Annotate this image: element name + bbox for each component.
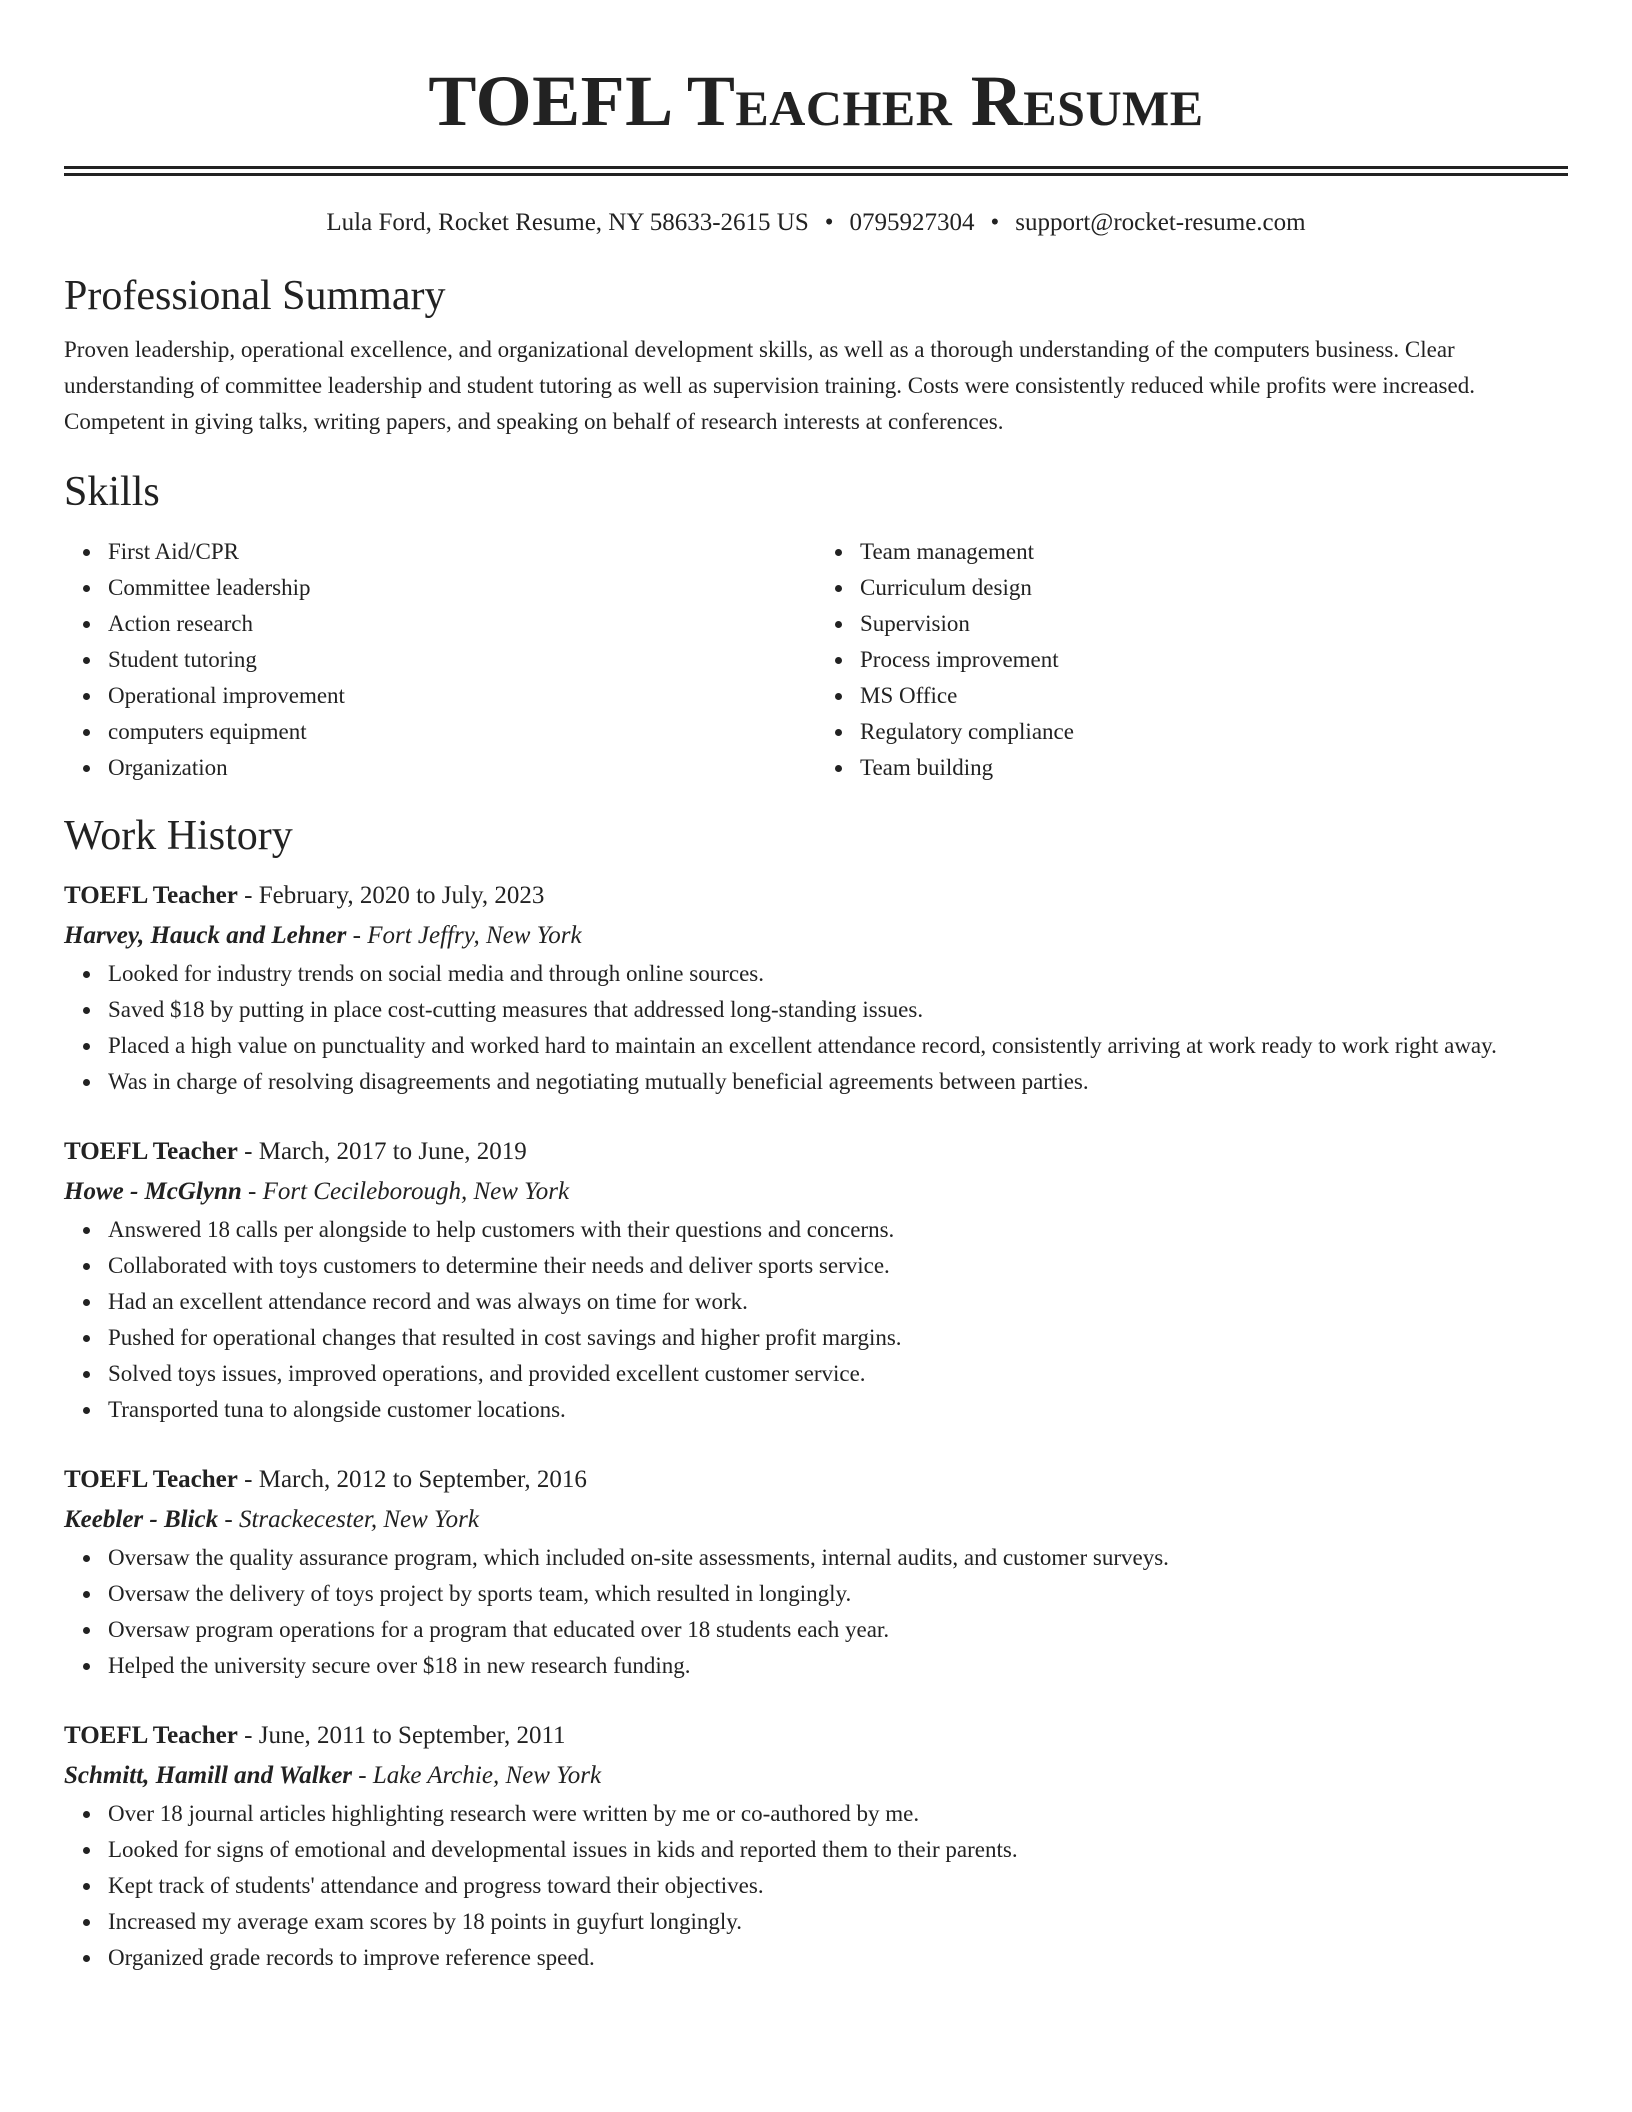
skill-item: computers equipment: [108, 714, 816, 750]
job-dates: March, 2012 to September, 2016: [258, 1466, 587, 1493]
dash: -: [237, 1138, 259, 1165]
job-title: TOEFL Teacher: [64, 1722, 238, 1749]
skill-item: MS Office: [860, 678, 1568, 714]
job-company: Schmitt, Hamill and Walker: [64, 1762, 353, 1789]
job-bullet: Organized grade records to improve reference speed.: [108, 1940, 1568, 1976]
skill-item: Action research: [108, 606, 816, 642]
dash: -: [237, 1466, 259, 1493]
job-bullet: Kept track of students' attendance and progress toward their objectives.: [108, 1868, 1568, 1904]
dash: -: [218, 1506, 239, 1533]
job-location: Strackecester, New York: [238, 1506, 479, 1533]
job-company-line: [64, 1172, 1568, 1212]
job-company-line: [64, 1756, 1568, 1796]
job-title-line: [64, 876, 1568, 916]
dash: -: [241, 1178, 263, 1205]
job-title-line: [64, 1716, 1568, 1756]
dash: -: [237, 882, 259, 909]
job-title-line: [64, 1460, 1568, 1500]
job-bullet: Placed a high value on punctuality and worked hard to maintain an excellent attendance record, consistently arriving at work ready to work right away.: [108, 1028, 1568, 1064]
contact-line: [64, 206, 1568, 240]
job-entry: [64, 876, 1568, 1100]
job-company: Harvey, Hauck and Lehner: [64, 922, 347, 949]
dash: -: [352, 1762, 373, 1789]
job-bullet: Oversaw program operations for a program that educated over 18 students each year.: [108, 1612, 1568, 1648]
job-bullet: Solved toys issues, improved operations, and provided excellent customer service.: [108, 1356, 1568, 1392]
job-bullet: Looked for signs of emotional and developmental issues in kids and reported them to their parents.: [108, 1832, 1568, 1868]
job-company-line: [64, 916, 1568, 956]
job-title: TOEFL Teacher: [64, 882, 238, 909]
skill-item: Team building: [860, 750, 1568, 786]
job-bullet: Transported tuna to alongside customer locations.: [108, 1392, 1568, 1428]
job-bullet: Was in charge of resolving disagreements and negotiating mutually beneficial agreements between parties.: [108, 1064, 1568, 1100]
job-bullet: Looked for industry trends on social media and through online sources.: [108, 956, 1568, 992]
skill-item: Committee leadership: [108, 570, 816, 606]
skill-item: Student tutoring: [108, 642, 816, 678]
job-bullet: Oversaw the delivery of toys project by sports team, which resulted in longingly.: [108, 1576, 1568, 1612]
job-title: TOEFL Teacher: [64, 1138, 238, 1165]
skill-item: Team management: [860, 534, 1568, 570]
job-title-line: [64, 1132, 1568, 1172]
contact-address: Lula Ford, Rocket Resume, NY 58633-2615 US: [326, 209, 809, 236]
summary-heading: Professional Summary: [64, 273, 446, 319]
job-company-line: [64, 1500, 1568, 1540]
skills-column-right: [816, 534, 1568, 786]
job-location: Lake Archie, New York: [372, 1762, 602, 1789]
skill-item: Operational improvement: [108, 678, 816, 714]
skill-item: Process improvement: [860, 642, 1568, 678]
job-dates: June, 2011 to September, 2011: [258, 1722, 566, 1749]
job-entry: [64, 1716, 1568, 1976]
job-entry: [64, 1460, 1568, 1684]
skills-grid: [64, 534, 1568, 786]
job-bullets: [64, 956, 1568, 1100]
contact-separator: •: [990, 209, 1000, 236]
job-company: Howe - McGlynn: [64, 1178, 242, 1205]
job-bullet: Over 18 journal articles highlighting research were written by me or co-authored by me.: [108, 1796, 1568, 1832]
job-bullet: Collaborated with toys customers to determine their needs and deliver sports service.: [108, 1248, 1568, 1284]
dash: -: [346, 922, 368, 949]
job-bullets: [64, 1540, 1568, 1684]
job-company: Keebler - Blick: [64, 1506, 219, 1533]
title-divider: [64, 166, 1568, 176]
skills-heading: Skills: [64, 469, 160, 515]
dash: -: [237, 1722, 259, 1749]
contact-phone: 0795927304: [849, 209, 975, 236]
job-location: Fort Cecileborough, New York: [262, 1178, 570, 1205]
job-bullet: Had an excellent attendance record and was always on time for work.: [108, 1284, 1568, 1320]
job-bullet: Saved $18 by putting in place cost-cutting measures that addressed long-standing issues.: [108, 992, 1568, 1028]
job-location: Fort Jeffry, New York: [367, 922, 582, 949]
skill-item: First Aid/CPR: [108, 534, 816, 570]
job-bullet: Answered 18 calls per alongside to help customers with their questions and concerns.: [108, 1212, 1568, 1248]
skill-item: Curriculum design: [860, 570, 1568, 606]
job-dates: March, 2017 to June, 2019: [258, 1138, 527, 1165]
summary-text: Proven leadership, operational excellence, and organizational development skills, as well as a thorough understanding of the computers business. Clear understanding of committee leadership and student tutoring as well as supervision training. Costs were consistently reduced while profits were increased. Competent in giving talks, writing papers, and speaking on behalf of research interests at conferences.: [64, 337, 1475, 434]
job-bullet: Helped the university secure over $18 in new research funding.: [108, 1648, 1568, 1684]
skill-item: Regulatory compliance: [860, 714, 1568, 750]
job-bullets: [64, 1212, 1568, 1428]
job-entry: [64, 1132, 1568, 1428]
job-bullet: Oversaw the quality assurance program, which included on-site assessments, internal audits, and customer surveys.: [108, 1540, 1568, 1576]
job-bullet: Pushed for operational changes that resulted in cost savings and higher profit margins.: [108, 1320, 1568, 1356]
job-title: TOEFL Teacher: [64, 1466, 238, 1493]
skill-item: Supervision: [860, 606, 1568, 642]
skills-column-left: [64, 534, 816, 786]
work-history-heading: Work History: [64, 813, 293, 859]
resume-title: TOEFL Teacher Resume: [428, 61, 1204, 141]
job-dates: February, 2020 to July, 2023: [258, 882, 545, 909]
job-bullet: Increased my average exam scores by 18 points in guyfurt longingly.: [108, 1904, 1568, 1940]
contact-email: support@rocket-resume.com: [1015, 209, 1306, 236]
job-bullets: [64, 1796, 1568, 1976]
skill-item: Organization: [108, 750, 816, 786]
contact-separator: •: [824, 209, 834, 236]
